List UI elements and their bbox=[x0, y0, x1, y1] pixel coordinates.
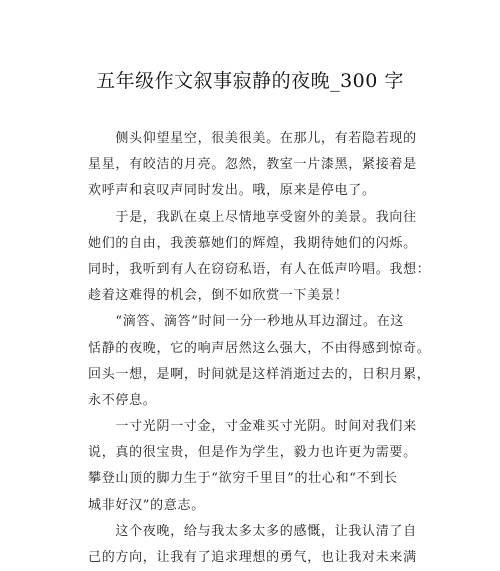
text-line: 攀登山顶的脚力生于“欲穷千里目”的壮心和“不到长 bbox=[88, 471, 398, 487]
text-line: “滴答、滴答”时间一分一秒地从耳边溜过。在这 bbox=[88, 314, 405, 330]
text-line: 一寸光阴一寸金，寸金难买寸光阴。时间对我们来 bbox=[88, 419, 417, 435]
text-line: 趁着这难得的机会，倒不如欣赏一下美景！ bbox=[88, 288, 349, 304]
page-title: 五年级作文叙事寂静的夜晚_300 字 bbox=[96, 70, 404, 92]
text-line: 她们的自由，我羡慕她们的辉煌，我期待她们的闪烁。 bbox=[88, 235, 417, 251]
text-line: 于是，我趴在桌上尽情地享受窗外的美景。我向往 bbox=[88, 209, 417, 225]
text-line: 同时，我听到有人在窃窃私语，有人在低声吟唱。我想： bbox=[88, 261, 431, 277]
text-line: 己的方向，让我有了追求理想的勇气，也让我对未来满 bbox=[88, 550, 417, 565]
text-line: 星星，有皎洁的月亮。忽然，教室一片漆黑，紧接着是 bbox=[88, 157, 417, 173]
text-line: 侧头仰望星空，很美很美。在那儿，有若隐若现的 bbox=[88, 131, 417, 146]
essay-body bbox=[88, 126, 431, 571]
text-line: 回头一想，是啊，时间就是这样消逝过去的，日积月累， bbox=[88, 366, 431, 382]
text-line: 欢呼声和哀叹声同时发出。哦，原来是停电了。 bbox=[88, 183, 376, 199]
text-line: 说，真的很宝贵，但是作为学生，毅力也许更为需要。 bbox=[88, 445, 417, 461]
text-line: 恬静的夜晚，它的响声居然这么强大，不由得感到惊奇。 bbox=[88, 340, 431, 356]
text-line: 这个夜晚，给与我太多太多的感慨，让我认清了自 bbox=[88, 523, 417, 539]
text-line: 城非好汉”的意志。 bbox=[88, 497, 205, 513]
text-line: 永不停息。 bbox=[88, 392, 157, 408]
